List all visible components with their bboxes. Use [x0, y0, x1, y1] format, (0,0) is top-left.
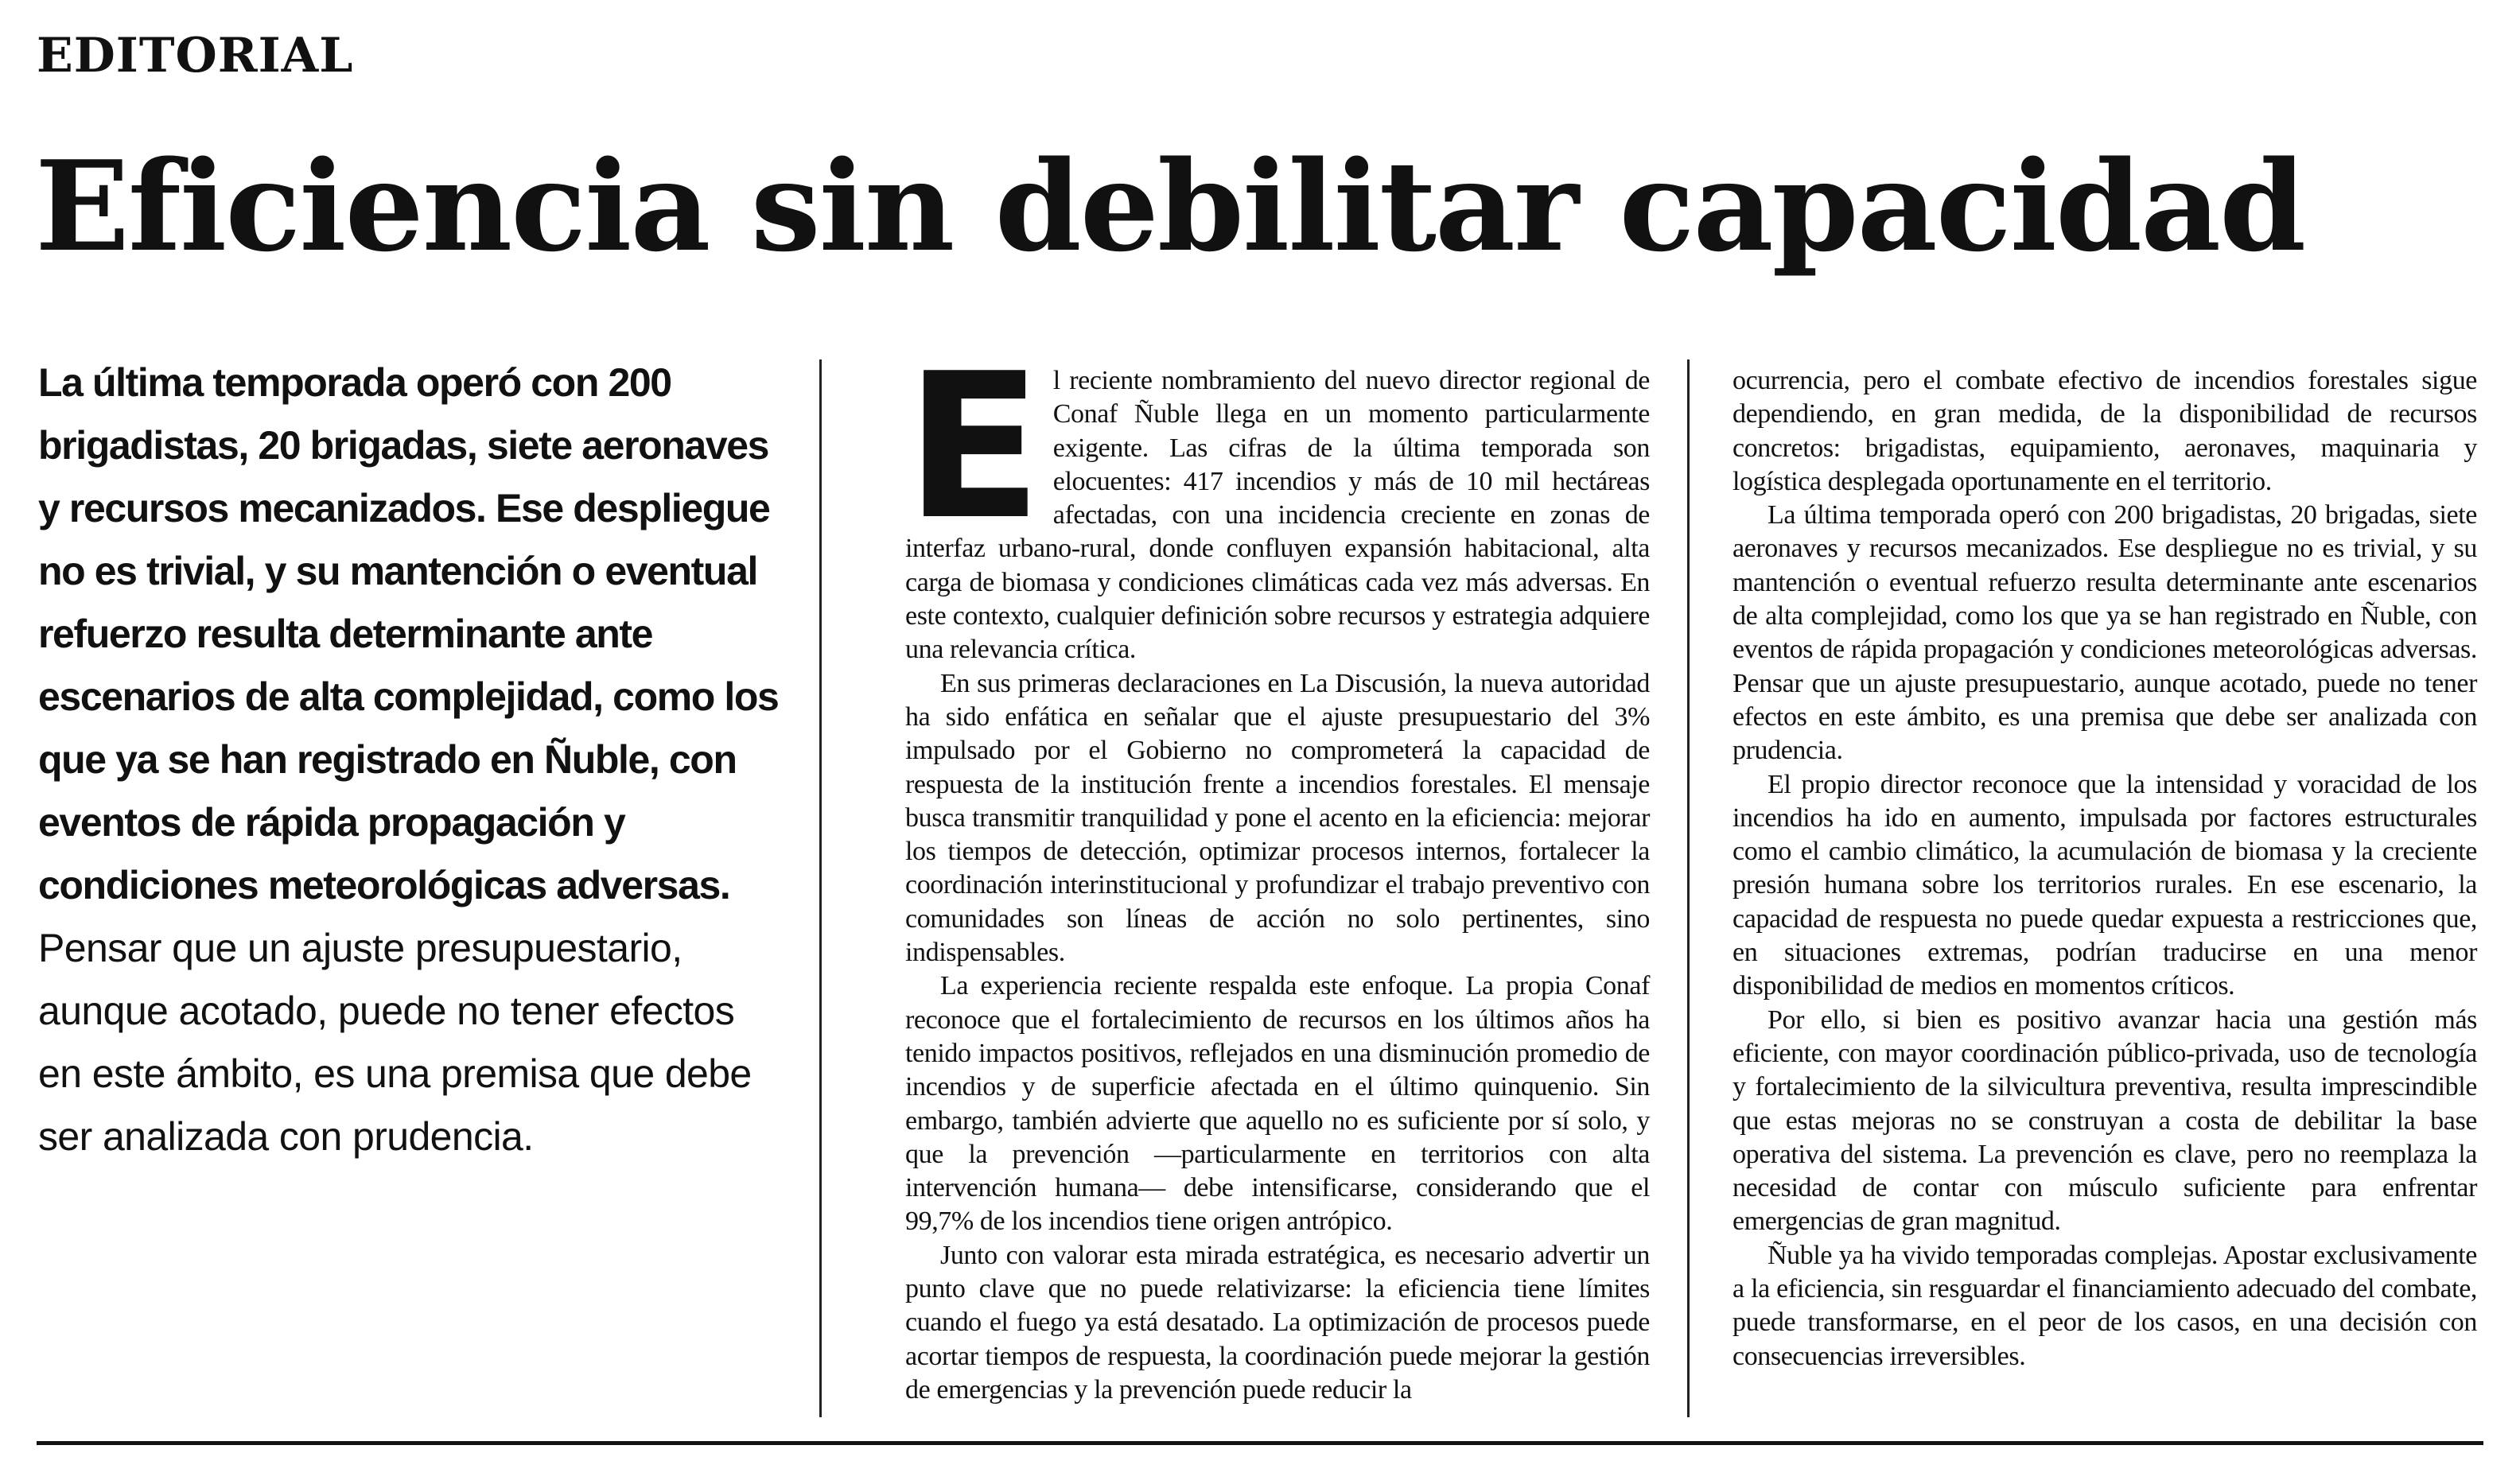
body-column-2: [1732, 364, 2477, 1373]
headline: Eficiencia sin debilitar capacidad: [35, 134, 2305, 279]
bottom-rule: [37, 1441, 2483, 1445]
body-paragraph: Junto con valorar esta mirada estratégica, es necesario advertir un punto clave que no puede relativizarse: la eficiencia tiene límites cuando el fuego ya está desatado. La optimización de procesos puede acortar tiempos de respuesta, la coordinación puede mejorar la gestión de emergencias y la prevención puede reducir la: [905, 1240, 1650, 1405]
body-paragraph: La última temporada operó con 200 brigadistas, 20 brigadas, siete aeronaves y recursos mecanizados. Ese despliegue no es trivial, y su mantención o eventual refuerzo resulta determinante ante escenarios de alta complejidad, como los que ya se han registrado en Ñuble, con eventos de rápida propagación y condiciones meteorológicas adversas. Pensar que un ajuste presupuestario, aunque acotado, puede no tener efectos en este ámbito, es una premisa que debe ser analizada con prudencia.: [1732, 500, 2477, 766]
body-paragraph: Ñuble ya ha vivido temporadas complejas. Apostar exclusivamente a la eficiencia, sin resguardar el financiamiento adecuado del combate, puede transformarse, en el peor de los casos, en una decisión con consecuencias irreversibles.: [1732, 1240, 2477, 1371]
section-label: EDITORIAL: [37, 28, 354, 84]
lead-bold-text: La última temporada operó con 200 brigadistas, 20 brigadas, siete aeronaves y recursos mecanizados. Ese despliegue no es trivial, y su mantención o eventual refuerzo resulta determinante ante escenarios de alta complejidad, como los que ya se han registrado en Ñuble, con eventos de rápida propagación y condiciones meteorológicas adversas.: [38, 360, 779, 907]
body-paragraph: Por ello, si bien es positivo avanzar hacia una gestión más eficiente, con mayor coordinación público-privada, uso de tecnología y fortalecimiento de la silvicultura preventiva, resulta imprescindible que estas mejoras no se construyan a costa de debilitar la base operativa del sistema. La prevención es clave, pero no reemplaza la necesidad de contar con músculo suficiente para enfrentar emergencias de gran magnitud.: [1732, 1004, 2477, 1237]
body-column-1: [905, 331, 1650, 1407]
body-paragraph: El propio director reconoce que la intensidad y voracidad de los incendios ha ido en aumento, impulsada por factores estructurales como el cambio climático, la acumulación de biomasa y la creciente presión humana sobre los territorios rurales. En ese escenario, la capacidad de respuesta no puede quedar expuesta a restricciones que, en situaciones extremas, podrían traducirse en una menor disponibilidad de medios en momentos críticos.: [1732, 769, 2477, 1001]
column-divider-right: [1687, 359, 1690, 1417]
paragraph-text: l reciente nombramiento del nuevo director regional de Conaf Ñuble llega en un momento particularmente exigente. Las cifras de la última temporada son elocuentes: 417 incendios y más de 10 mil hectáreas afectadas, con una incidencia creciente en zonas de interfaz urbano-rural, donde confluyen expansión habitacional, alta carga de biomasa y condiciones climáticas cada vez más adversas. En este contexto, cualquier definición sobre recursos y estrategia adquiere una relevancia crítica.: [905, 366, 1650, 665]
body-paragraph: En sus primeras declaraciones en La Discusión, la nueva autoridad ha sido enfática en señalar que el ajuste presupuestario del 3% impulsado por el Gobierno no comprometerá la capacidad de respuesta de la institución frente a incendios forestales. El mensaje busca transmitir tranquilidad y pone el acento en la eficiencia: mejorar los tiempos de detección, optimizar procesos internos, fortalecer la coordinación interinstitucional y profundizar el trabajo preventivo con comunidades son líneas de acción no solo pertinentes, sino indispensables.: [905, 668, 1650, 968]
lead-paragraph: [38, 352, 786, 1168]
column-divider-left: [819, 359, 822, 1417]
lead-regular-text: Pensar que un ajuste presupuestario, aunque acotado, puede no tener efectos en este ámbito, es una premisa que debe ser analizada con prudencia.: [38, 926, 752, 1159]
body-paragraph: [905, 331, 1650, 667]
drop-cap: E: [905, 331, 1042, 564]
body-paragraph: La experiencia reciente respalda este enfoque. La propia Conaf reconoce que el fortalecimiento de recursos en los últimos años ha tenido impactos positivos, reflejados en una disminución promedio de incendios y de superficie afectada en el último quinquenio. Sin embargo, también advierte que aquello no es suficiente por sí solo, y que la prevención —particularmente en territorios con alta intervención humana— debe intensificarse, considerando que el 99,7% de los incendios tiene origen antrópico.: [905, 971, 1650, 1237]
body-paragraph: ocurrencia, pero el combate efectivo de incendios forestales sigue dependiendo, en gran medida, de la disponibilidad de recursos concretos: brigadistas, equipamiento, aeronaves, maquinaria y logística desplegada oportunamente en el territorio.: [1732, 366, 2477, 496]
